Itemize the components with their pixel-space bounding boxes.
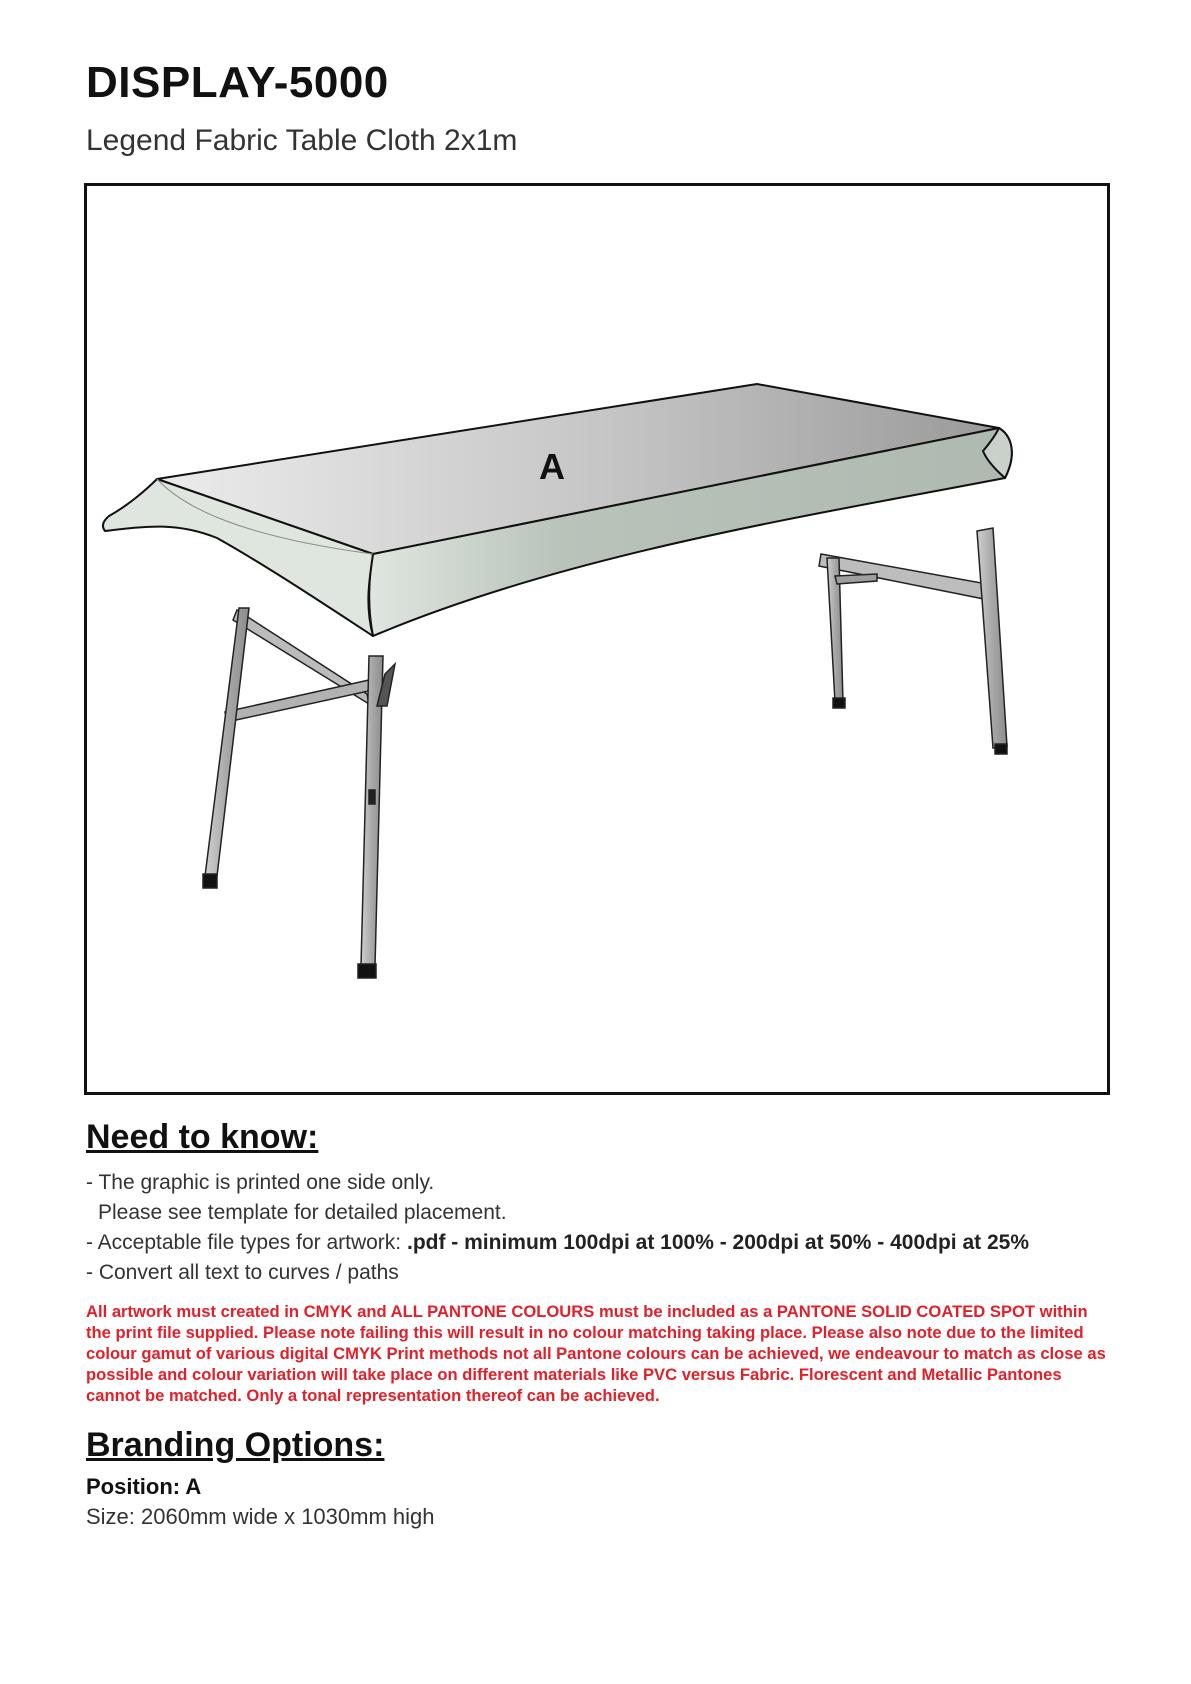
back-legs [819,528,1007,754]
list-item [86,1228,1029,1258]
product-name: Legend Fabric Table Cloth 2x1m [86,124,518,157]
product-illustration-frame [84,183,1110,1095]
list-item: Please see template for detailed placement. [98,1201,507,1224]
need-to-know-list [86,1168,1029,1288]
list-item: - The graphic is printed one side only. [86,1171,435,1194]
need-to-know-heading: Need to know: [86,1118,319,1156]
colour-warning: All artwork must created in CMYK and ALL PANTONE COLOURS must be included as a PANTONE SOLID COATED SPOT within the print file supplied. Please note failing this will result in no colour matching taking place. Please also note due to the limited colour gamut of various digital CMYK Print methods not all Pantone colours can be achieved, we endeavour to match as close as possible and colour variation will take place on different materials like PVC versus Fabric. Florescent and Metallic Pantones cannot be matched. Only a tonal representation thereof can be achieved. [86,1302,1106,1405]
front-legs [203,608,395,978]
list-item: - Convert all text to curves / paths [86,1261,399,1284]
table-cloth [103,384,1012,636]
branding-options-heading: Branding Options: [86,1426,385,1464]
product-code: DISPLAY-5000 [86,58,389,107]
file-types-prefix: - Acceptable file types for artwork: [86,1231,402,1254]
position-label: Position: A [86,1474,202,1499]
table-cloth-illustration [87,186,1107,1092]
position-size: Size: 2060mm wide x 1030mm high [86,1504,435,1529]
position-a-label: A [539,446,565,487]
file-types-spec: .pdf - minimum 100dpi at 100% - 200dpi at 50% - 400dpi at 25% [406,1231,1030,1254]
